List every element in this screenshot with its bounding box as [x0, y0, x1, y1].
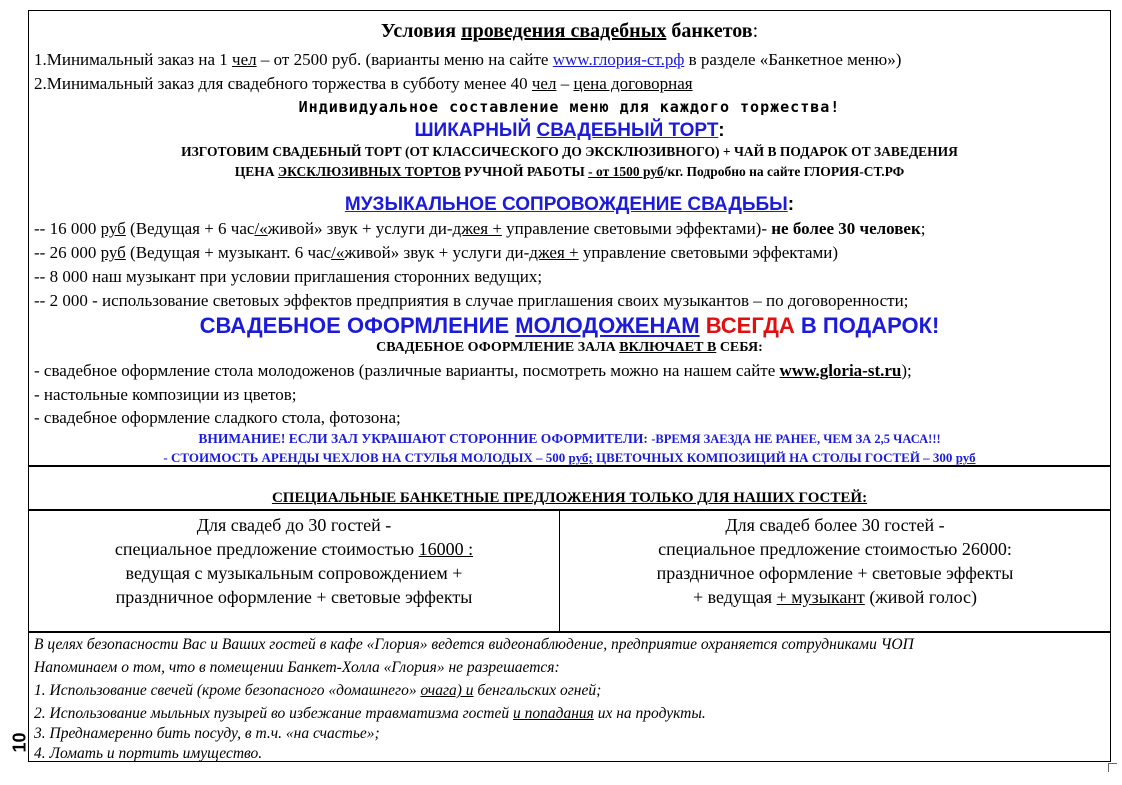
decor-item-2: - настольные композиции из цветов;	[34, 385, 297, 404]
music-option-3: -- 8 000 наш музыкант при условии приглашения сторонних ведущих;	[34, 267, 543, 286]
rules-line-4: 2. Использование мыльных пузырей во избежание травматизма гостей и попадания их на продукты.	[34, 705, 706, 722]
music-heading: МУЗЫКАЛЬНОЕ СОПРОВОЖДЕНИЕ СВАДЬБЫ:	[344, 194, 795, 215]
warning-1: ВНИМАНИЕ! ЕСЛИ ЗАЛ УКРАШАЮТ СТОРОННИЕ ОФОРМИТЕЛИ: -ВРЕМЯ ЗАЕЗДА НЕ РАНЕЕ, ЧЕМ ЗА 2,5 ЧАСА!!!	[198, 431, 941, 446]
warning-2: - СТОИМОСТЬ АРЕНДЫ ЧЕХЛОВ НА СТУЛЬЯ МОЛОДЫХ – 500 руб; ЦВЕТОЧНЫХ КОМПОЗИЦИЙ НА СТОЛЫ ГОСТЕЙ – 300 руб	[163, 450, 976, 465]
decor-headline: СВАДЕБНОЕ ОФОРМЛЕНИЕ МОЛОДОЖЕНАМ ВСЕГДА В ПОДАРОК!	[199, 313, 940, 338]
decor-item-3: - свадебное оформление сладкого стола, фотозона;	[34, 408, 401, 427]
rules-line-5: 3. Преднамеренно бить посуду, в т.ч. «на счастье»;	[34, 725, 380, 742]
page-corner-mark	[1108, 763, 1117, 772]
decor-item-1: - свадебное оформление стола молодоженов (различные варианты, посмотреть можно на нашем сайте www.gloria-st.ru);	[34, 361, 912, 380]
music-option-2: -- 26 000 руб (Ведущая + музыкант. 6 час/«живой» звук + услуги ди-джея + управление световыми эффектами)	[34, 243, 839, 262]
condition-2: 2.Минимальный заказ для свадебного торжества в субботу менее 40 чел – цена договорная	[34, 74, 693, 93]
cake-heading: ШИКАРНЫЙ СВАДЕБНЫЙ ТОРТ:	[414, 120, 725, 141]
music-option-4: -- 2 000 - использование световых эффектов предприятия в случае приглашения своих музыкантов – по договоренности;	[34, 291, 909, 310]
condition-1: 1.Минимальный заказ на 1 чел – от 2500 руб. (варианты меню на сайте www.глория-ст.рф в разделе «Банкетное меню»)	[34, 50, 902, 69]
rules-line-6: 4. Ломать и портить имущество.	[34, 745, 263, 762]
page-number: 10	[9, 732, 30, 753]
offer-small-wedding: Для свадеб до 30 гостей - специальное предложение стоимостью 16000 : ведущая с музыкальным сопровождением + праздничное оформление + световые эффекты	[114, 515, 474, 607]
site-link[interactable]: www.глория-ст.рф	[552, 50, 685, 69]
cake-line-1: ИЗГОТОВИМ СВАДЕБНЫЙ ТОРТ (ОТ КЛАССИЧЕСКОГО ДО ЭКСКЛЮЗИВНОГО) + ЧАЙ В ПОДАРОК ОТ ЗАВЕДЕНИЯ	[181, 144, 958, 159]
gloria-link[interactable]: www.gloria-st.ru	[779, 361, 902, 380]
offer-large-wedding: Для свадеб более 30 гостей - специальное предложение стоимостью 26000: праздничное оформление + световые эффекты + ведущая + музыкант (живой голос)	[656, 515, 1014, 607]
cake-line-2: ЦЕНА ЭКСКЛЮЗИВНЫХ ТОРТОВ РУЧНОЙ РАБОТЫ - от 1500 руб/кг. Подробно на сайте ГЛОРИЯ-СТ.РФ	[234, 164, 905, 179]
rules-line-1: В целях безопасности Вас и Ваших гостей в кафе «Глория» ведется видеонаблюдение, предприятие охраняется сотрудниками ЧОП	[34, 636, 914, 653]
rules-line-2: Напоминаем о том, что в помещении Банкет-Холла «Глория» не разрешается:	[34, 659, 560, 676]
music-option-1: -- 16 000 руб (Ведущая + 6 час/«живой» звук + услуги ди-джея + управление световыми эффектами)- не более 30 человек;	[34, 219, 926, 238]
individual-menu-note: Индивидуальное составление меню для каждого торжества!	[298, 98, 841, 116]
page-title: Условия проведения свадебных банкетов:	[380, 20, 759, 42]
special-offers-heading: СПЕЦИАЛЬНЫЕ БАНКЕТНЫЕ ПРЕДЛОЖЕНИЯ ТОЛЬКО ДЛЯ НАШИХ ГОСТЕЙ:	[271, 490, 868, 506]
hall-decor-heading: СВАДЕБНОЕ ОФОРМЛЕНИЕ ЗАЛА ВКЛЮЧАЕТ В СЕБЯ:	[376, 340, 763, 355]
rules-line-3: 1. Использование свечей (кроме безопасного «домашнего» очага) и бенгальских огней;	[34, 682, 602, 699]
